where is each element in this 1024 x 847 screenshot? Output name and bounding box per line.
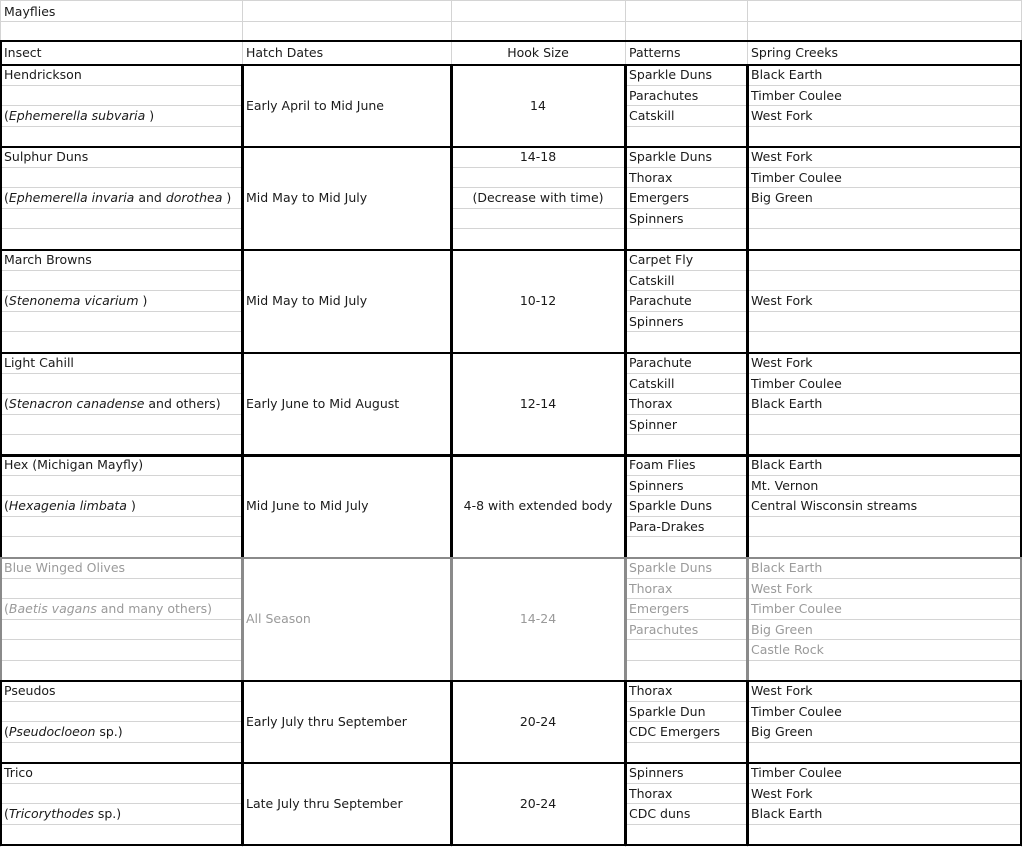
insect-common-name[interactable]: Trico [4, 765, 33, 780]
hatch-dates[interactable]: Early June to Mid August [246, 396, 400, 411]
pattern-item[interactable]: Spinners [629, 478, 684, 493]
insect-latin-name[interactable] [0, 722, 240, 742]
latin-suffix: ) [222, 190, 232, 205]
gridline [0, 578, 242, 579]
insect-latin-name[interactable] [0, 106, 240, 126]
spring-creek-item[interactable]: Black Earth [751, 806, 823, 821]
hook-size[interactable]: 20-24 [519, 795, 557, 811]
pattern-item[interactable]: Emergers [629, 601, 689, 616]
spring-creek-item[interactable]: Mt. Vernon [751, 478, 819, 493]
gridline [0, 270, 242, 271]
pattern-item[interactable]: Carpet Fly [629, 252, 694, 267]
pattern-item[interactable]: Parachutes [629, 88, 699, 103]
pattern-item[interactable]: Spinners [629, 765, 684, 780]
hatch-dates[interactable]: Early July thru September [246, 713, 407, 729]
spring-creek-item[interactable]: Central Wisconsin streams [751, 498, 918, 513]
pattern-item[interactable]: CDC Emergers [629, 724, 721, 739]
pattern-item[interactable]: Parachute [629, 355, 692, 370]
hatch-dates[interactable]: Early April to Mid June [246, 97, 384, 113]
spring-creek-item[interactable]: Black Earth [751, 560, 823, 575]
spring-creek-item[interactable]: Timber Coulee [751, 601, 842, 616]
latin-prefix: ( [4, 293, 9, 308]
gridline [0, 824, 242, 825]
spring-creek-item[interactable]: Big Green [751, 190, 813, 205]
gridline [0, 742, 242, 743]
pattern-item[interactable]: Thorax [629, 170, 673, 185]
pattern-item[interactable]: Para-Drakes [629, 519, 705, 534]
gridline [625, 660, 747, 661]
spring-creek-item[interactable]: Black Earth [751, 396, 823, 411]
gridline [747, 516, 1021, 517]
pattern-item[interactable]: Foam Flies [629, 457, 696, 472]
spring-creek-item[interactable]: Timber Coulee [751, 376, 842, 391]
insect-latin-name[interactable] [0, 599, 240, 619]
col-header-hook-size[interactable]: Hook Size [507, 45, 569, 60]
gridline [747, 536, 1021, 537]
pattern-item[interactable]: Emergers [629, 190, 689, 205]
spring-creek-item[interactable]: Black Earth [751, 457, 823, 472]
latin-suffix: sp.) [95, 724, 123, 739]
gridline [0, 0, 1021, 1]
hook-size[interactable]: 10-12 [519, 293, 557, 308]
gridline [0, 475, 242, 476]
gridline [451, 208, 625, 209]
gridline [747, 742, 1021, 743]
hatch-dates[interactable]: All Season [246, 611, 311, 626]
spring-creek-item[interactable]: West Fork [751, 108, 813, 123]
spring-creek-item[interactable]: Big Green [751, 622, 813, 637]
gridline [625, 742, 747, 743]
spring-creek-item[interactable]: Timber Coulee [751, 704, 842, 719]
insect-common-name[interactable]: Hendrickson [4, 67, 82, 82]
latin-genus-species: Baetis vagans [8, 601, 97, 616]
gridline [0, 373, 242, 374]
pattern-item[interactable]: Spinner [629, 417, 678, 432]
gridline [0, 85, 242, 86]
gridline [1021, 0, 1022, 847]
latin-suffix: ) [145, 108, 155, 123]
pattern-item[interactable]: Sparkle Duns [629, 498, 713, 513]
pattern-item[interactable]: Thorax [629, 396, 673, 411]
spring-creek-item[interactable]: Black Earth [751, 67, 823, 82]
pattern-item[interactable]: Thorax [629, 581, 673, 596]
latin-suffix: ) [138, 293, 148, 308]
spring-creek-item[interactable]: West Fork [751, 786, 813, 801]
latin-suffix: sp.) [93, 806, 122, 821]
hatch-dates[interactable]: Mid May to Mid July [246, 190, 368, 205]
gridline [0, 311, 242, 312]
gridline [0, 41, 1021, 42]
hook-size[interactable]: 14 [530, 97, 546, 113]
latin-genus-species: Ephemerella subvaria [8, 108, 146, 123]
gridline [747, 824, 1021, 825]
latin-genus-species: Ephemerella invaria [8, 190, 135, 205]
gridline [747, 414, 1021, 415]
latin-genus-species: Tricorythodes [8, 806, 94, 821]
col-header-spring-creeks[interactable]: Spring Creeks [751, 45, 839, 60]
gridline [0, 208, 242, 209]
latin-prefix: ( [4, 396, 9, 411]
gridline [0, 660, 242, 661]
latin-prefix: ( [4, 806, 9, 821]
gridline [0, 701, 242, 702]
latin-mid: and [134, 190, 166, 205]
latin-genus-species: Pseudocloeon [8, 724, 96, 739]
gridline [0, 126, 242, 127]
pattern-item[interactable]: Thorax [629, 683, 673, 698]
col-header-hatch-dates[interactable]: Hatch Dates [246, 45, 324, 60]
pattern-item[interactable]: CDC duns [629, 806, 691, 821]
gridline [451, 228, 625, 229]
insect-common-name[interactable]: March Browns [4, 252, 92, 267]
latin-prefix: ( [4, 601, 9, 616]
gridline [747, 228, 1021, 229]
gridline [0, 167, 242, 168]
col-header-insect[interactable]: Insect [4, 45, 42, 60]
pattern-item[interactable]: Sparkle Duns [629, 560, 713, 575]
latin-genus-species: Stenacron canadense [8, 396, 145, 411]
gridline [747, 208, 1021, 209]
insect-common-name[interactable]: Blue Winged Olives [4, 560, 126, 575]
pattern-item[interactable]: Parachutes [629, 622, 699, 637]
sheet-title[interactable]: Mayflies [4, 4, 56, 19]
insect-latin-name[interactable] [0, 496, 240, 516]
gridline [747, 126, 1021, 127]
hook-size-note[interactable]: (Decrease with time) [472, 190, 604, 205]
pattern-item[interactable]: Catskill [629, 273, 675, 288]
pattern-item[interactable]: Parachute [629, 293, 692, 308]
gridline [0, 516, 242, 517]
gridline [0, 619, 242, 620]
spring-creek-item[interactable]: West Fork [751, 293, 813, 308]
gridline [625, 126, 747, 127]
gridline [0, 639, 242, 640]
pattern-item[interactable]: Spinners [629, 211, 684, 226]
insect-latin-name[interactable] [0, 291, 240, 311]
gridline [625, 824, 747, 825]
spring-creek-item[interactable]: Timber Coulee [751, 170, 842, 185]
pattern-item[interactable]: Catskill [629, 376, 675, 391]
insect-common-name[interactable]: Hex (Michigan Mayfly) [4, 457, 144, 472]
hatch-dates[interactable]: Mid June to Mid July [246, 498, 369, 513]
spring-creek-item[interactable]: Big Green [751, 724, 813, 739]
insect-common-name[interactable]: Pseudos [4, 683, 56, 698]
latin-prefix: ( [4, 190, 9, 205]
latin-prefix: ( [4, 498, 9, 513]
gridline [747, 660, 1021, 661]
latin-species-2: dorothea [165, 190, 223, 205]
gridline [0, 536, 242, 537]
gridline [451, 167, 625, 168]
gridline [0, 434, 242, 435]
latin-suffix: and many others) [96, 601, 213, 616]
pattern-item[interactable]: Thorax [629, 786, 673, 801]
spring-creek-item[interactable]: West Fork [751, 683, 813, 698]
latin-genus-species: Stenonema vicarium [8, 293, 139, 308]
spring-creek-item[interactable]: Timber Coulee [751, 88, 842, 103]
hook-size[interactable]: 20-24 [519, 713, 557, 729]
gridline [0, 331, 242, 332]
latin-prefix: ( [4, 108, 9, 123]
pattern-item[interactable]: Sparkle Duns [629, 67, 713, 82]
gridline [0, 783, 242, 784]
latin-prefix: ( [4, 724, 9, 739]
spring-creek-item[interactable]: West Fork [751, 581, 813, 596]
pattern-item[interactable]: Spinners [629, 314, 684, 329]
gridline [0, 0, 1, 847]
gridline [0, 228, 242, 229]
col-header-patterns[interactable]: Patterns [629, 45, 681, 60]
insect-common-name[interactable]: Light Cahill [4, 355, 74, 370]
latin-suffix: and others) [144, 396, 221, 411]
gridline [747, 434, 1021, 435]
pattern-item[interactable]: Catskill [629, 108, 675, 123]
latin-genus-species: Hexagenia limbata [8, 498, 127, 513]
hatch-dates[interactable]: Mid May to Mid July [246, 293, 368, 308]
latin-suffix: ) [126, 498, 136, 513]
hook-size[interactable]: 4-8 with extended body [463, 498, 613, 513]
insect-latin-name[interactable] [0, 804, 240, 824]
hook-size[interactable]: 14-24 [519, 611, 557, 626]
spring-creek-item[interactable]: Castle Rock [751, 642, 824, 657]
spring-creek-item[interactable]: West Fork [751, 149, 813, 164]
hatch-dates[interactable]: Late July thru September [246, 795, 403, 811]
hook-size[interactable]: 12-14 [519, 396, 557, 411]
spring-creek-item[interactable]: West Fork [751, 355, 813, 370]
pattern-item[interactable]: Sparkle Dun [629, 704, 706, 719]
insect-latin-name[interactable] [0, 394, 240, 414]
hook-size[interactable]: 14-18 [519, 149, 557, 164]
spring-creek-item[interactable]: Timber Coulee [751, 765, 842, 780]
insect-latin-name[interactable] [0, 188, 240, 208]
pattern-item[interactable]: Sparkle Duns [629, 149, 713, 164]
insect-common-name[interactable]: Sulphur Duns [4, 149, 89, 164]
gridline [0, 414, 242, 415]
